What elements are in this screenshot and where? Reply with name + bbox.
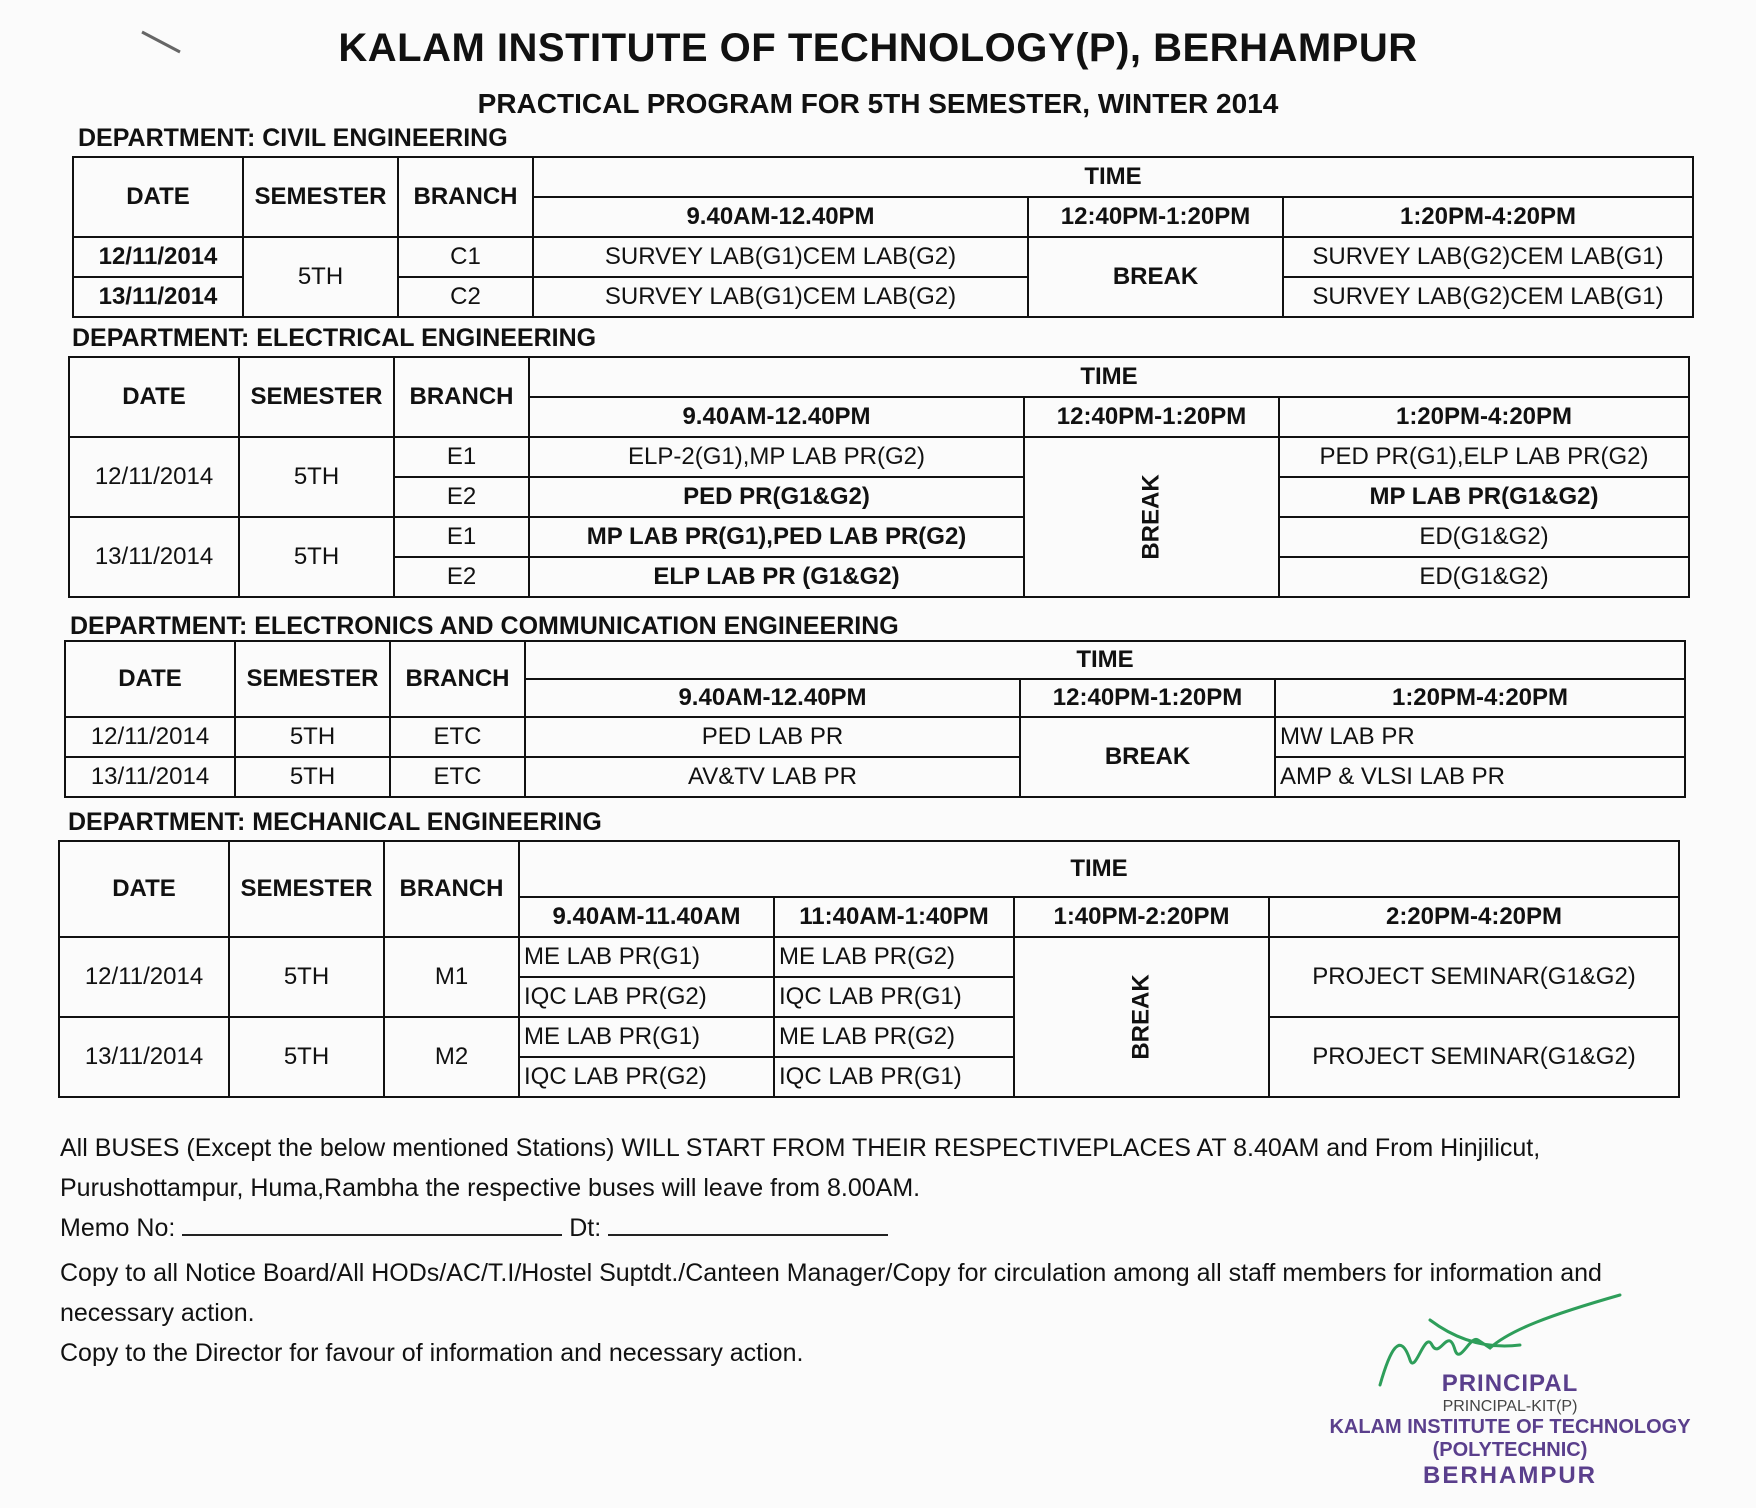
break-label: BREAK [1127,974,1155,1060]
date-cell: 13/11/2014 [59,1017,229,1097]
header-semester: SEMESTER [235,641,390,717]
time-slot-2: 11:40AM-1:40PM [774,897,1014,937]
time-slot-4: 2:20PM-4:20PM [1269,897,1679,937]
stamp-title: PRINCIPAL [1441,1370,1579,1397]
time-slot-2: 12:40PM-1:20PM [1020,679,1275,717]
session-cell: SURVEY LAB(G1)CEM LAB(G2) [533,277,1028,317]
session-cell: SURVEY LAB(G2)CEM LAB(G1) [1283,237,1693,277]
date-cell: 13/11/2014 [69,517,239,597]
semester-cell: 5TH [235,757,390,797]
branch-cell: E1 [394,517,529,557]
date-cell: 13/11/2014 [73,277,243,317]
session-cell: ED(G1&G2) [1279,517,1689,557]
civil-schedule-table [72,156,1694,318]
branch-cell: C1 [398,237,533,277]
session-cell: PED LAB PR [525,717,1020,757]
header-date: DATE [59,841,229,937]
break-cell [1024,437,1279,597]
electrical-department-heading: DEPARTMENT: ELECTRICAL ENGINEERING [72,324,597,352]
header-branch: BRANCH [398,157,533,237]
time-slot-3: 1:20PM-4:20PM [1275,679,1685,717]
session-cell: ED(G1&G2) [1279,557,1689,597]
header-time: TIME [525,641,1685,679]
time-slot-2: 12:40PM-1:20PM [1028,197,1283,237]
memo-blank [182,1208,562,1236]
table-row [69,517,1689,557]
session-cell: ME LAB PR(G2) [774,937,1014,977]
bus-timing-note: All BUSES (Except the below mentioned Stations) WILL START FROM THEIR RESPECTIVEPLACES AT 8.40AM and From Hinjilicut, Purushottampur, Huma,Rambha the respective buses will leave from 8.00AM. [60,1134,1541,1202]
time-slot-1: 9.40AM-12.40PM [529,397,1024,437]
session-cell: ELP LAB PR (G1&G2) [529,557,1024,597]
branch-cell: E2 [394,557,529,597]
dt-label: Dt: [569,1214,602,1242]
session-cell: AMP & VLSI LAB PR [1275,757,1685,797]
time-slot-3: 1:20PM-4:20PM [1283,197,1693,237]
table-row [59,937,1679,977]
session-cell: IQC LAB PR(G1) [774,977,1014,1017]
memo-line [60,1208,888,1248]
table-row [65,757,1685,797]
header-branch: BRANCH [390,641,525,717]
session-cell: ME LAB PR(G1) [519,937,774,977]
memo-label: Memo No: [60,1214,176,1242]
mechanical-department-heading: DEPARTMENT: MECHANICAL ENGINEERING [68,808,602,836]
branch-cell: M1 [384,937,519,1017]
document-subtitle: PRACTICAL PROGRAM FOR 5TH SEMESTER, WINTER 2014 [477,88,1279,119]
semester-cell: 5TH [235,717,390,757]
session-cell: MP LAB PR(G1),PED LAB PR(G2) [529,517,1024,557]
break-label: BREAK [1137,474,1165,560]
session-cell: PROJECT SEMINAR(G1&G2) [1269,937,1679,1017]
stamp-institute: KALAM INSTITUTE OF TECHNOLOGY (POLYTECHNIC) [1329,1416,1691,1461]
principal-stamp [1290,1370,1730,1490]
session-cell: SURVEY LAB(G2)CEM LAB(G1) [1283,277,1693,317]
date-cell: 12/11/2014 [59,937,229,1017]
semester-cell: 5TH [229,1017,384,1097]
civil-department-heading: DEPARTMENT: CIVIL ENGINEERING [78,124,508,152]
header-branch: BRANCH [384,841,519,937]
header-branch: BRANCH [394,357,529,437]
break-cell [1014,937,1269,1097]
header-semester: SEMESTER [229,841,384,937]
session-cell: ME LAB PR(G2) [774,1017,1014,1057]
session-cell: AV&TV LAB PR [525,757,1020,797]
table-row [73,237,1693,277]
date-cell: 12/11/2014 [73,237,243,277]
electrical-schedule-table [68,356,1690,598]
electronics-department-heading: DEPARTMENT: ELECTRONICS AND COMMUNICATION ENGINEERING [70,612,899,640]
header-date: DATE [65,641,235,717]
break-cell: BREAK [1028,237,1283,317]
mechanical-schedule-table [58,840,1680,1098]
date-cell: 12/11/2014 [65,717,235,757]
document-title: KALAM INSTITUTE OF TECHNOLOGY(P), BERHAMPUR [338,26,1418,70]
branch-cell: E2 [394,477,529,517]
branch-cell: ETC [390,717,525,757]
session-cell: PED PR(G1),ELP LAB PR(G2) [1279,437,1689,477]
session-cell: IQC LAB PR(G1) [774,1057,1014,1097]
date-cell: 12/11/2014 [69,437,239,517]
table-row [59,1017,1679,1057]
electronics-schedule-table [64,640,1686,798]
time-slot-3: 1:20PM-4:20PM [1279,397,1689,437]
header-semester: SEMESTER [239,357,394,437]
time-slot-1: 9.40AM-12.40PM [533,197,1028,237]
header-time: TIME [529,357,1689,397]
header-semester: SEMESTER [243,157,398,237]
semester-cell: 5TH [229,937,384,1017]
header-date: DATE [73,157,243,237]
session-cell: PROJECT SEMINAR(G1&G2) [1269,1017,1679,1097]
branch-cell: E1 [394,437,529,477]
semester-cell: 5TH [239,517,394,597]
stamp-typed-line: PRINCIPAL-KIT(P) [1442,1398,1578,1415]
session-cell: ELP-2(G1),MP LAB PR(G2) [529,437,1024,477]
session-cell: SURVEY LAB(G1)CEM LAB(G2) [533,237,1028,277]
session-cell: MW LAB PR [1275,717,1685,757]
time-slot-3: 1:40PM-2:20PM [1014,897,1269,937]
time-slot-1: 9.40AM-12.40PM [525,679,1020,717]
semester-cell: 5TH [243,237,398,317]
copy-director-note: Copy to the Director for favour of information and necessary action. [60,1339,804,1367]
header-time: TIME [519,841,1679,897]
branch-cell: ETC [390,757,525,797]
table-row [65,717,1685,757]
date-cell: 13/11/2014 [65,757,235,797]
header-date: DATE [69,357,239,437]
header-time: TIME [533,157,1693,197]
stamp-city: BERHAMPUR [1423,1462,1597,1489]
date-blank [608,1208,888,1236]
session-cell: ME LAB PR(G1) [519,1017,774,1057]
table-row [69,437,1689,477]
session-cell: IQC LAB PR(G2) [519,1057,774,1097]
time-slot-1: 9.40AM-11.40AM [519,897,774,937]
branch-cell: C2 [398,277,533,317]
time-slot-2: 12:40PM-1:20PM [1024,397,1279,437]
semester-cell: 5TH [239,437,394,517]
session-cell: IQC LAB PR(G2) [519,977,774,1017]
copy-distribution-note: Copy to all Notice Board/All HODs/AC/T.I/Hostel Suptdt./Canteen Manager/Copy for circulation among all staff members for information and necessary action. [60,1259,1602,1327]
session-cell: MP LAB PR(G1&G2) [1279,477,1689,517]
session-cell: PED PR(G1&G2) [529,477,1024,517]
branch-cell: M2 [384,1017,519,1097]
break-cell: BREAK [1020,717,1275,797]
